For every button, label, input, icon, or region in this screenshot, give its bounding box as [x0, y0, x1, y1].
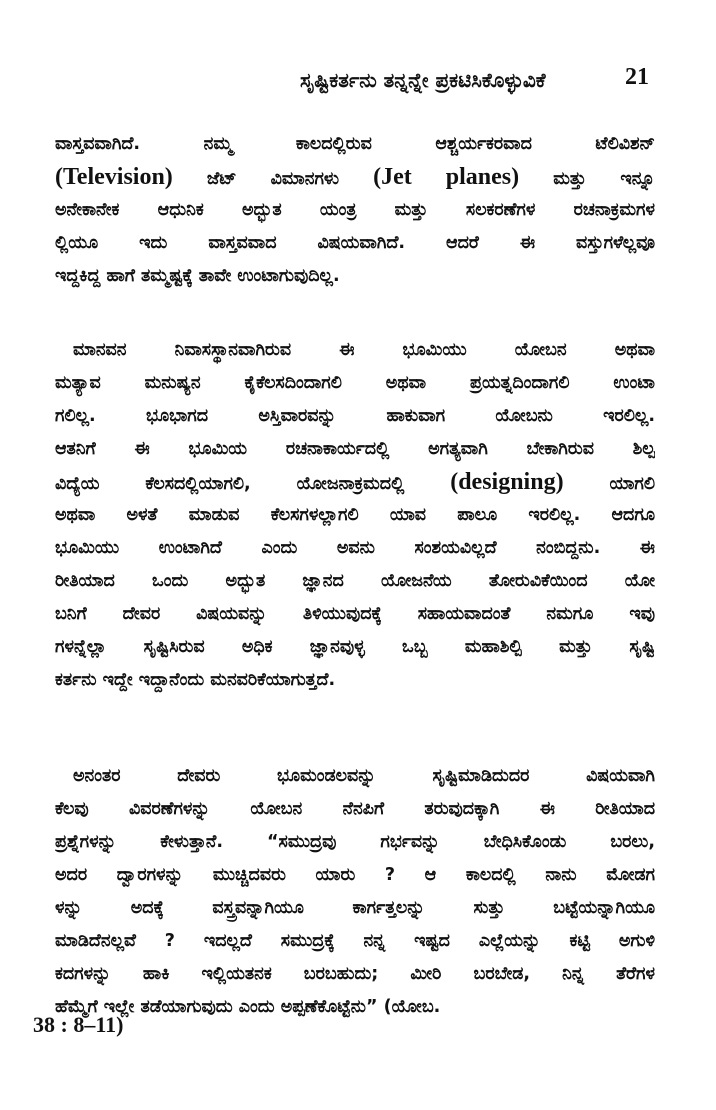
- text-line: ಳನ್ನು ಅದಕ್ಕೆ ವಸ್ತ್ರವನ್ನಾಗಿಯೂ ಕಾರ್ಗತ್ತಲನ್ನು ಸುತ್ತು ಬಟ್ಟೆಯನ್ನಾಗಿಯೂ: [55, 898, 655, 918]
- text-line: ಪ್ರಶ್ನೆಗಳನ್ನು ಕೇಳುತ್ತಾನೆ. “ಸಮುದ್ರವು ಗರ್ಭವನ್ನು ಬೇಧಿಸಿಕೊಂಡು ಬರಲು,: [55, 832, 655, 852]
- kannada-text: ಮತ್ತು ಇನ್ನೂ: [519, 169, 655, 189]
- english-term: (Television): [55, 164, 173, 190]
- scripture-reference-tail: 38 : 8–11): [33, 1012, 124, 1037]
- text-line: ರೀತಿಯಾದ ಒಂದು ಅದ್ಭುತ ಜ್ಞಾನದ ಯೋಜನೆಯ ತೋರುವಿಕೆಯಿಂದ ಯೋ: [55, 571, 655, 591]
- kannada-text: ಜೆಟ್ ವಿಮಾನಗಳು: [172, 169, 374, 189]
- page-number: 21: [625, 64, 649, 90]
- text-line: ಮಾಡಿದೆನಲ್ಲವೆ ? ಇದಲ್ಲದೆ ಸಮುದ್ರಕ್ಕೆ ನನ್ನ ಇಷ್ಟದ ಎಲ್ಲೆಯನ್ನು ಕಟ್ಟಿ ಅಗುಳಿ: [55, 931, 655, 951]
- english-term: (Jet planes): [373, 164, 520, 190]
- text-line: ಅದರ ದ್ವಾರಗಳನ್ನು ಮುಚ್ಚಿದವರು ಯಾರು ? ಆ ಕಾಲದಲ್ಲಿ ನಾನು ಮೋಡಗ: [55, 865, 655, 885]
- text-line: ಗಳನ್ನೆಲ್ಲಾ ಸೃಷ್ಟಿಸಿರುವ ಅಧಿಕ ಜ್ಞಾನವುಳ್ಳ ಒಬ್ಬ ಮಹಾಶಿಲ್ಪಿ ಮತ್ತು ಸೃಷ್ಟಿ: [55, 637, 655, 657]
- text-line: ಇದ್ದಕಿದ್ದ ಹಾಗೆ ತಮ್ಮಷ್ಟಕ್ಕೆ ತಾವೇ ಉಂಟಾಗುವುದಿಲ್ಲ.: [55, 266, 340, 286]
- text-line: ಕದಗಳನ್ನು ಹಾಕಿ ಇಲ್ಲಿಯತನಕ ಬರಬಹುದು; ಮೀರಿ ಬರಬೇಡ, ನಿನ್ನ ತೆರೆಗಳ: [55, 964, 655, 984]
- text-line: ಅನೇಕಾನೇಕ ಆಧುನಿಕ ಅದ್ಭುತ ಯಂತ್ರ ಮತ್ತು ಸಲಕರಣೆಗಳ ರಚನಾಕ್ರಮಗಳ: [55, 200, 655, 220]
- text-line: ಕರ್ತನು ಇದ್ದೇ ಇದ್ದಾನೆಂದು ಮನವರಿಕೆಯಾಗುತ್ತದೆ.: [55, 670, 336, 690]
- text-line: [55, 466, 655, 499]
- running-title: ಸೃಷ್ಟಿಕರ್ತನು ತನ್ನನ್ನೇ ಪ್ರಕಟಿಸಿಕೊಳ್ಳುವಿಕೆ: [300, 68, 546, 92]
- text-line: ಅನಂತರ ದೇವರು ಭೂಮಂಡಲವನ್ನು ಸೃಷ್ಟಿಮಾಡಿದುದರ ವಿಷಯವಾಗಿ: [73, 766, 655, 786]
- kannada-text: ಯಾಗಲಿ: [563, 474, 655, 494]
- text-line: ಮತ್ಯಾವ ಮನುಷ್ಯನ ಕೈಕೆಲಸದಿಂದಾಗಲಿ ಅಥವಾ ಪ್ರಯತ್ನದಿಂದಾಗಲಿ ಉಂಟಾ: [55, 373, 655, 393]
- text-line: ವಾಸ್ತವವಾಗಿದೆ. ನಮ್ಮ ಕಾಲದಲ್ಲಿರುವ ಆಶ್ಚರ್ಯಕರವಾದ ಟೆಲಿವಿಶನ್: [55, 134, 655, 154]
- text-line: ಕೆಲವು ವಿವರಣೆಗಳನ್ನು ಯೋಬನ ನೆನಪಿಗೆ ತರುವುದಕ್ಕಾಗಿ ಈ ರೀತಿಯಾದ: [55, 799, 655, 819]
- paragraph-1: [55, 128, 655, 293]
- paragraph-3: [55, 760, 655, 1024]
- kannada-text: ವಿದ್ಯೆಯ ಕೆಲಸದಲ್ಲಿಯಾಗಲಿ, ಯೋಜನಾಕ್ರಮದಲ್ಲಿ: [55, 474, 451, 494]
- english-term: (designing): [450, 469, 564, 495]
- text-line: ಆತನಿಗೆ ಈ ಭೂಮಿಯ ರಚನಾಕಾರ್ಯದಲ್ಲಿ ಅಗತ್ಯವಾಗಿ ಬೇಕಾಗಿರುವ ಶಿಲ್ಪ: [55, 439, 655, 459]
- text-line: ಬನಿಗೆ ದೇವರ ವಿಷಯವನ್ನು ತಿಳಿಯುವುದಕ್ಕೆ ಸಹಾಯವಾದಂತೆ ನಮಗೂ ಇವು: [55, 604, 655, 624]
- text-line: ಗಲಿಲ್ಲ. ಭೂಭಾಗದ ಅಸ್ತಿವಾರವನ್ನು ಹಾಕುವಾಗ ಯೋಬನು ಇರಲಿಲ್ಲ.: [55, 406, 655, 426]
- text-line: [55, 161, 655, 194]
- text-line: ಮಾನವನ ನಿವಾಸಸ್ಥಾನವಾಗಿರುವ ಈ ಭೂಮಿಯು ಯೋಬನ ಅಥವಾ: [73, 340, 655, 360]
- text-line: ಭೂಮಿಯು ಉಂಟಾಗಿದೆ ಎಂದು ಅವನು ಸಂಶಯವಿಲ್ಲದೆ ನಂಬಿದ್ದನು. ಈ: [55, 538, 655, 558]
- paragraph-2: [55, 334, 655, 697]
- text-line: ಹೆಮ್ಮೆಗೆ ಇಲ್ಲೇ ತಡೆಯಾಗುವುದು ಎಂದು ಅಪ್ಪಣೆಕೊಟ್ಟೆನು” (ಯೋಬ.: [55, 997, 441, 1017]
- text-line: ಲ್ಲಿಯೂ ಇದು ವಾಸ್ತವವಾದ ವಿಷಯವಾಗಿದೆ. ಆದರೆ ಈ ವಸ್ತುಗಳೆಲ್ಲವೂ: [55, 233, 655, 253]
- text-line: ಅಥವಾ ಅಳತೆ ಮಾಡುವ ಕೆಲಸಗಳಲ್ಲಾಗಲಿ ಯಾವ ಪಾಲೂ ಇರಲಿಲ್ಲ. ಆದಗೂ: [55, 505, 655, 525]
